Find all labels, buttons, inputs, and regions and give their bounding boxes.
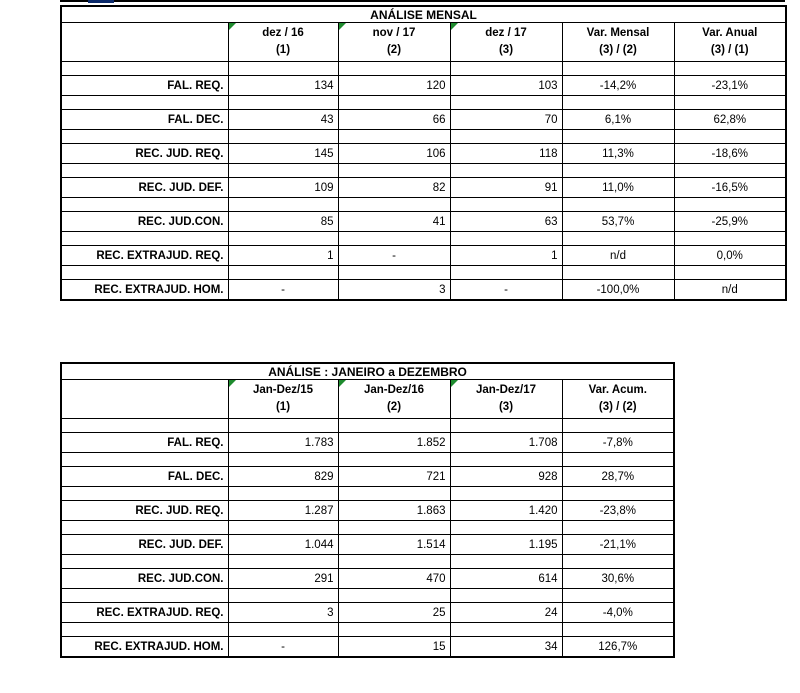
- cell-col-1: 1: [228, 246, 338, 266]
- row-label: REC. EXTRAJUD. REQ.: [61, 246, 228, 266]
- annual-table-body: [61, 419, 674, 658]
- table-row: [61, 603, 674, 623]
- table-row: [61, 246, 786, 266]
- cell-col-3: 614: [450, 569, 562, 589]
- header-col-1-label: Jan-Dez/15: [252, 384, 314, 396]
- cell-col-2: 3: [338, 280, 450, 301]
- cell-col-3: 63: [450, 212, 562, 232]
- cell-col-5: -23,1%: [674, 76, 786, 96]
- cell-col-3: 1.708: [450, 433, 562, 453]
- cell-col-1: 291: [228, 569, 338, 589]
- cell-col-3: -: [450, 280, 562, 301]
- cell-col-5: 62,8%: [674, 110, 786, 130]
- table-row: [61, 501, 674, 521]
- cell-col-2: 1.863: [338, 501, 450, 521]
- comment-marker-icon: [339, 23, 346, 30]
- cell-col-5: -16,5%: [674, 178, 786, 198]
- annual-table-title: ANÁLISE : JANEIRO a DEZEMBRO: [61, 363, 674, 380]
- header-col-4-index: (3) / (2): [598, 401, 637, 413]
- header-col-5-index: (3) / (1): [710, 44, 749, 56]
- cell-col-1: 145: [228, 144, 338, 164]
- cell-col-1: 85: [228, 212, 338, 232]
- cell-col-4: n/d: [562, 246, 674, 266]
- comment-marker-icon: [229, 23, 236, 30]
- cell-col-1: 3: [228, 603, 338, 623]
- header-col-2: [338, 23, 450, 62]
- table-row: [61, 433, 674, 453]
- monthly-table-title: ANÁLISE MENSAL: [61, 6, 786, 23]
- row-label: FAL. REQ.: [61, 433, 228, 453]
- cell-col-2: 25: [338, 603, 450, 623]
- header-corner-cell: [61, 23, 228, 62]
- spacer-row: [61, 232, 786, 246]
- spacer-row: [61, 130, 786, 144]
- cell-col-5: -18,6%: [674, 144, 786, 164]
- table-row: [61, 110, 786, 130]
- comment-marker-icon: [339, 380, 346, 387]
- header-col-1-index: (1): [275, 401, 291, 413]
- comment-marker-icon: [451, 380, 458, 387]
- row-label: REC. EXTRAJUD. REQ.: [61, 603, 228, 623]
- cell-col-4: -23,8%: [562, 501, 674, 521]
- cell-col-5: 0,0%: [674, 246, 786, 266]
- header-col-5: [674, 23, 786, 62]
- table-row: [61, 637, 674, 658]
- cell-col-4: -100,0%: [562, 280, 674, 301]
- table-row: [61, 212, 786, 232]
- header-col-3-index: (3): [498, 401, 514, 413]
- spacer-row: [61, 589, 674, 603]
- monthly-table-body: [61, 62, 786, 301]
- spacer-row: [61, 453, 674, 467]
- header-col-2: [338, 380, 450, 419]
- cell-col-3: 118: [450, 144, 562, 164]
- cell-col-1: -: [228, 637, 338, 658]
- header-col-1: [228, 23, 338, 62]
- cell-col-4: -21,1%: [562, 535, 674, 555]
- comment-marker-icon: [229, 380, 236, 387]
- top-border-line: [60, 0, 785, 2]
- header-col-3-label: dez / 17: [485, 27, 527, 39]
- cell-col-1: 134: [228, 76, 338, 96]
- cell-col-2: 82: [338, 178, 450, 198]
- cell-col-3: 1.195: [450, 535, 562, 555]
- spacer-row: [61, 555, 674, 569]
- cell-col-4: 11,0%: [562, 178, 674, 198]
- cell-col-2: -: [338, 246, 450, 266]
- table-row: [61, 76, 786, 96]
- row-label: REC. JUD. DEF.: [61, 535, 228, 555]
- header-col-2-label: nov / 17: [372, 27, 416, 39]
- cell-col-1: 1.044: [228, 535, 338, 555]
- header-col-2-label: Jan-Dez/16: [363, 384, 425, 396]
- cell-col-5: n/d: [674, 280, 786, 301]
- header-col-2-index: (2): [386, 401, 402, 413]
- cell-col-5: -25,9%: [674, 212, 786, 232]
- cell-col-3: 70: [450, 110, 562, 130]
- row-label: FAL. DEC.: [61, 110, 228, 130]
- cell-col-2: 721: [338, 467, 450, 487]
- header-col-4-label: Var. Mensal: [586, 27, 650, 39]
- table-row: [61, 178, 786, 198]
- row-label: REC. JUD. DEF.: [61, 178, 228, 198]
- header-col-5-label: Var. Anual: [702, 27, 758, 39]
- cell-col-4: -14,2%: [562, 76, 674, 96]
- cell-col-1: 1.287: [228, 501, 338, 521]
- row-label: REC. JUD.CON.: [61, 569, 228, 589]
- row-label: REC. JUD.CON.: [61, 212, 228, 232]
- cell-col-2: 15: [338, 637, 450, 658]
- monthly-analysis-table: [60, 5, 787, 301]
- cell-col-1: -: [228, 280, 338, 301]
- cell-col-4: -7,8%: [562, 433, 674, 453]
- spacer-row: [61, 521, 674, 535]
- table-row: [61, 280, 786, 301]
- table-row: [61, 467, 674, 487]
- cell-col-2: 1.514: [338, 535, 450, 555]
- header-col-1-index: (1): [275, 44, 291, 56]
- table-row: [61, 569, 674, 589]
- cell-col-3: 24: [450, 603, 562, 623]
- cell-col-4: 126,7%: [562, 637, 674, 658]
- comment-marker-icon: [451, 23, 458, 30]
- cell-col-1: 1.783: [228, 433, 338, 453]
- cell-col-4: 53,7%: [562, 212, 674, 232]
- cell-col-3: 1.420: [450, 501, 562, 521]
- spacer-row: [61, 487, 674, 501]
- cell-col-3: 1: [450, 246, 562, 266]
- row-label: REC. JUD. REQ.: [61, 501, 228, 521]
- header-col-4: [562, 380, 674, 419]
- cell-col-3: 91: [450, 178, 562, 198]
- header-col-3-label: Jan-Dez/17: [475, 384, 537, 396]
- cell-col-1: 829: [228, 467, 338, 487]
- spacer-row: [61, 62, 786, 76]
- annual-analysis-table: [60, 362, 675, 658]
- spacer-row: [61, 164, 786, 178]
- top-decoration: [88, 0, 114, 3]
- header-col-4-index: (3) / (2): [599, 44, 637, 56]
- row-label: FAL. DEC.: [61, 467, 228, 487]
- cell-col-2: 106: [338, 144, 450, 164]
- spacer-row: [61, 198, 786, 212]
- cell-col-2: 120: [338, 76, 450, 96]
- spacer-row: [61, 96, 786, 110]
- header-corner-cell: [61, 380, 228, 419]
- cell-col-4: 30,6%: [562, 569, 674, 589]
- spacer-row: [61, 419, 674, 433]
- header-col-3: [450, 380, 562, 419]
- header-col-3: [450, 23, 562, 62]
- row-label: REC. JUD. REQ.: [61, 144, 228, 164]
- cell-col-3: 34: [450, 637, 562, 658]
- table-row: [61, 144, 786, 164]
- table-row: [61, 535, 674, 555]
- cell-col-3: 928: [450, 467, 562, 487]
- header-col-1-label: dez / 16: [262, 27, 304, 39]
- header-col-1: [228, 380, 338, 419]
- cell-col-2: 1.852: [338, 433, 450, 453]
- cell-col-4: 6,1%: [562, 110, 674, 130]
- row-label: REC. EXTRAJUD. HOM.: [61, 637, 228, 658]
- row-label: REC. EXTRAJUD. HOM.: [61, 280, 228, 301]
- cell-col-1: 43: [228, 110, 338, 130]
- cell-col-3: 103: [450, 76, 562, 96]
- cell-col-4: -4,0%: [562, 603, 674, 623]
- cell-col-1: 109: [228, 178, 338, 198]
- cell-col-4: 11,3%: [562, 144, 674, 164]
- header-col-4-label: Var. Acum.: [588, 384, 647, 396]
- cell-col-2: 470: [338, 569, 450, 589]
- row-label: FAL. REQ.: [61, 76, 228, 96]
- cell-col-4: 28,7%: [562, 467, 674, 487]
- spacer-row: [61, 623, 674, 637]
- cell-col-2: 66: [338, 110, 450, 130]
- cell-col-2: 41: [338, 212, 450, 232]
- header-col-3-index: (3): [498, 44, 514, 56]
- header-col-2-index: (2): [386, 44, 402, 56]
- header-col-4: [562, 23, 674, 62]
- spacer-row: [61, 266, 786, 280]
